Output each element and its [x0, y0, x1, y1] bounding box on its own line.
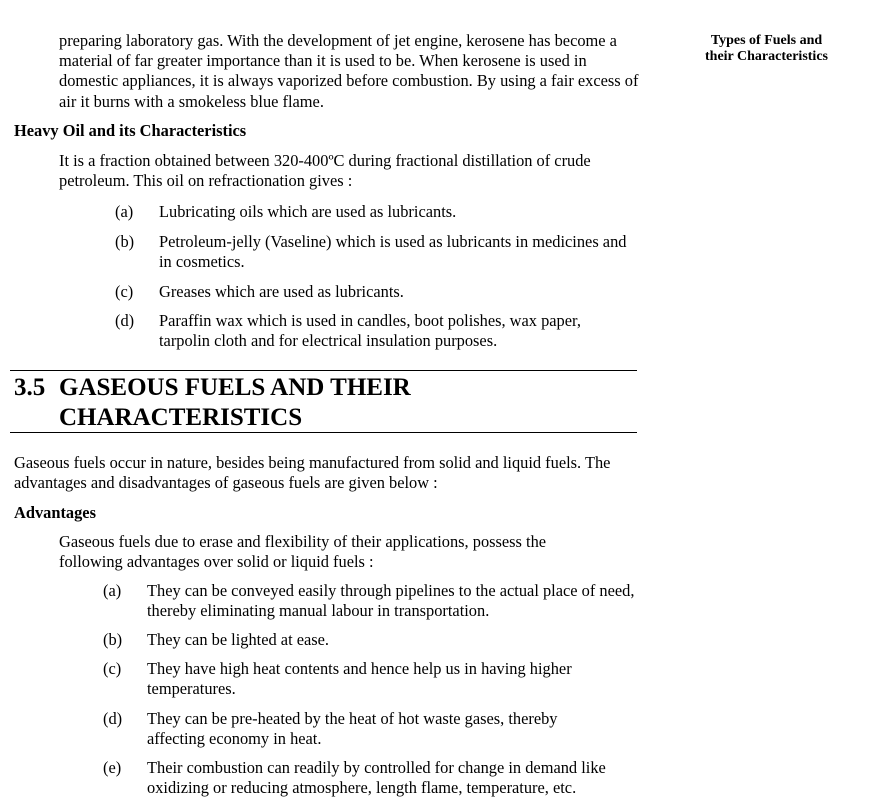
list-item-label: (c) — [103, 659, 122, 678]
section-top-rule — [10, 370, 637, 371]
section-number: 3.5 — [14, 374, 46, 401]
list-item-text: Lubricating oils which are used as lubricants. — [159, 202, 457, 221]
list-item-label: (d) — [103, 709, 123, 728]
list-item-label: (c) — [115, 282, 134, 301]
advantages-heading: Advantages — [14, 503, 96, 522]
list-item-text: Paraffin wax which is used in candles, boot polishes, wax paper, tarpolin cloth and for electrical insulation purposes. — [159, 311, 581, 351]
list-item-text: Their combustion can readily by controlled for change in demand like oxidizing or reducing atmosphere, length flame, temperature, etc. — [147, 758, 606, 798]
intro-paragraph: preparing laboratory gas. With the development of jet engine, kerosene has become a material of far greater importance than it is used to be. When kerosene is used in domestic appliances, it is always vaporized before combustion. By using a fair excess of air it burns with a smokeless blue flame. — [59, 31, 639, 111]
list-item-label: (b) — [115, 232, 135, 251]
list-item-text: They can be pre-heated by the heat of hot waste gases, thereby affecting economy in heat. — [147, 709, 558, 749]
list-item-label: (a) — [103, 581, 122, 600]
list-item-text: They have high heat contents and hence help us in having higher temperatures. — [147, 659, 572, 699]
heavy-oil-paragraph: It is a fraction obtained between 320-400ºC during fractional distillation of crude petroleum. This oil on refractionation gives : — [59, 151, 591, 191]
list-item-label: (a) — [115, 202, 134, 221]
list-item-label: (e) — [103, 758, 122, 777]
list-item-text: Petroleum-jelly (Vaseline) which is used as lubricants in medicines and in cosmetics. — [159, 232, 627, 272]
margin-running-title: Types of Fuels and their Characteristics — [705, 33, 828, 64]
section-bottom-rule — [10, 432, 637, 433]
list-item-text: They can be lighted at ease. — [147, 630, 330, 649]
heavy-oil-heading: Heavy Oil and its Characteristics — [14, 121, 247, 140]
list-item-text: They can be conveyed easily through pipelines to the actual place of need, thereby eliminating manual labour in transportation. — [147, 581, 635, 621]
section-title-text: GASEOUS FUELS AND THEIR CHARACTERISTICS — [59, 374, 411, 431]
list-item-label: (d) — [115, 311, 135, 330]
advantages-paragraph: Gaseous fuels due to erase and flexibility of their applications, possess the following advantages over solid or liquid fuels : — [59, 532, 547, 572]
list-item-text: Greases which are used as lubricants. — [159, 282, 404, 301]
section-intro-paragraph: Gaseous fuels occur in nature, besides being manufactured from solid and liquid fuels. The advantages and disadvantages of gaseous fuels are given below : — [14, 453, 611, 493]
list-item-label: (b) — [103, 630, 123, 649]
